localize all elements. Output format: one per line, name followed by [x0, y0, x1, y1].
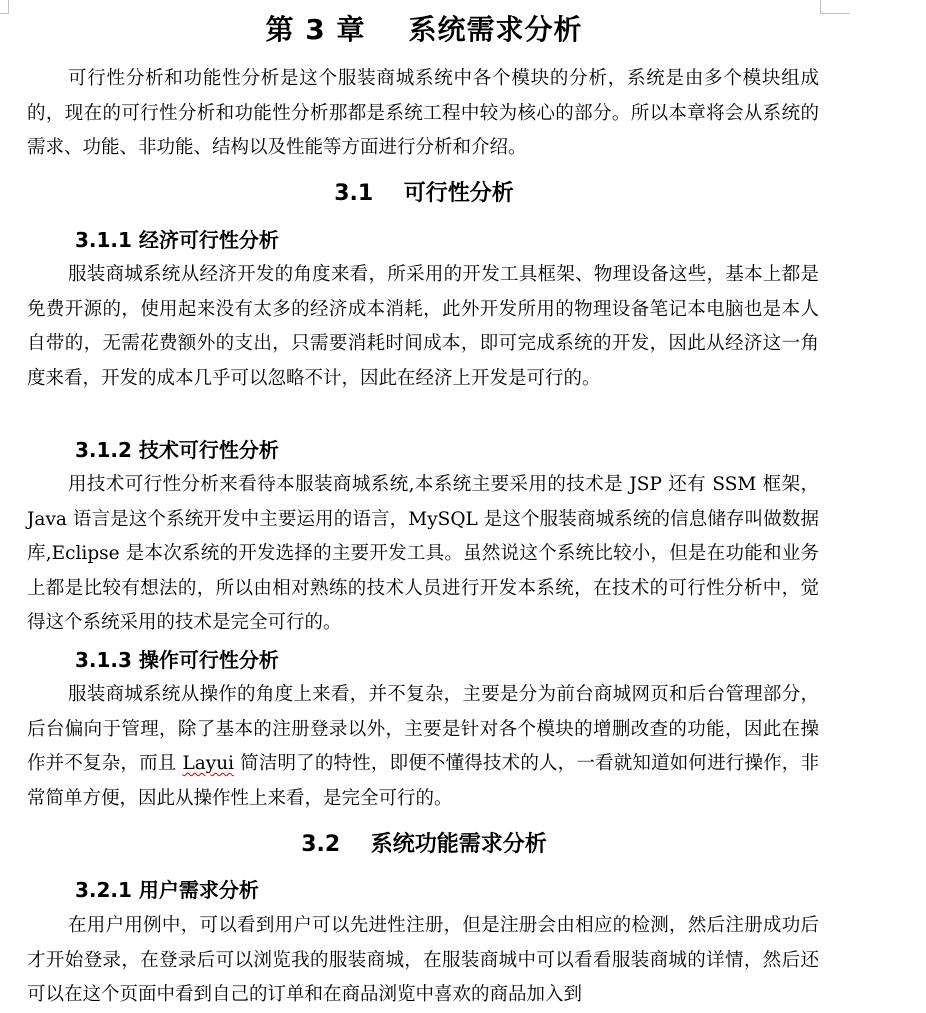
chapter-title: 第 3 章 系统需求分析: [265, 13, 583, 46]
subsection-title-3-1-3: 3.1.3 操作可行性分析: [75, 648, 279, 672]
paragraph-text: 服装商城系统从操作的角度上来看，并不复杂，主要是分为前台商城网页和后台管理部分，后台偏向于管理，除了基本的注册登录以外，主要是针对各个模块的增删改查的功能，因此在操作并不复杂，而且: [27, 684, 819, 775]
section-title-3-2: 3.2 系统功能需求分析: [301, 832, 547, 857]
paragraph-economic-feasibility: 服装商城系统从经济开发的角度来看，所采用的开发工具框架、物理设备这些，基本上都是免费开源的，使用起来没有太多的经济成本消耗，此外开发所用的物理设备笔记本电脑也是本人自带的，无需花费额外的支出，只需要消耗时间成本，即可完成系统的开发，因此从经济这一角度来看，开发的成本几乎可以忽略不计，因此在经济上开发是可行的。: [27, 264, 819, 389]
paragraph-technical-feasibility: 用技术可行性分析来看待本服装商城系统,本系统主要采用的技术是 JSP 还有 SSM 框架，Java 语言是这个系统开发中主要运用的语言，MySQL 是这个服装商城系统的信息储存叫做数据库,Eclipse 是本次系统的开发选择的主要开发工具。虽然说这个系统比较小，但是在功能和业务上都是比较有想法的，所以由相对熟练的技术人员进行开发本系统，在技术的可行性分析中，觉得这个系统采用的技术是完全可行的。: [27, 474, 819, 634]
subsection-title-3-1-1: 3.1.1 经济可行性分析: [75, 228, 279, 252]
subsection-title-3-1-2: 3.1.2 技术可行性分析: [75, 438, 279, 462]
section-title-3-1: 3.1 可行性分析: [334, 181, 514, 206]
intro-paragraph: 可行性分析和功能性分析是这个服装商城系统中各个模块的分析，系统是由多个模块组成的，现在的可行性分析和功能性分析那都是系统工程中较为核心的部分。所以本章将会从系统的需求、功能、非功能、结构以及性能等方面进行分析和介绍。: [27, 68, 819, 159]
subsection-title-3-2-1: 3.2.1 用户需求分析: [75, 878, 259, 902]
paragraph-operational-feasibility: [27, 678, 819, 816]
paragraph-text: 简洁明了的特性，即便不懂得技术的人，一看就知道如何进行操作，非常简单方便，因此从操作性上来看，是完全可行的。: [27, 753, 819, 809]
paragraph-user-requirements: 在用户用例中，可以看到用户可以先进性注册，但是注册会由相应的检测，然后注册成功后才开始登录，在登录后可以浏览我的服装商城，在服装商城中可以看看服装商城的详情，然后还可以在这个页面中看到自己的订单和在商品浏览中喜欢的商品加入到: [27, 915, 819, 1006]
spellcheck-flagged-word[interactable]: Layui: [182, 753, 235, 775]
